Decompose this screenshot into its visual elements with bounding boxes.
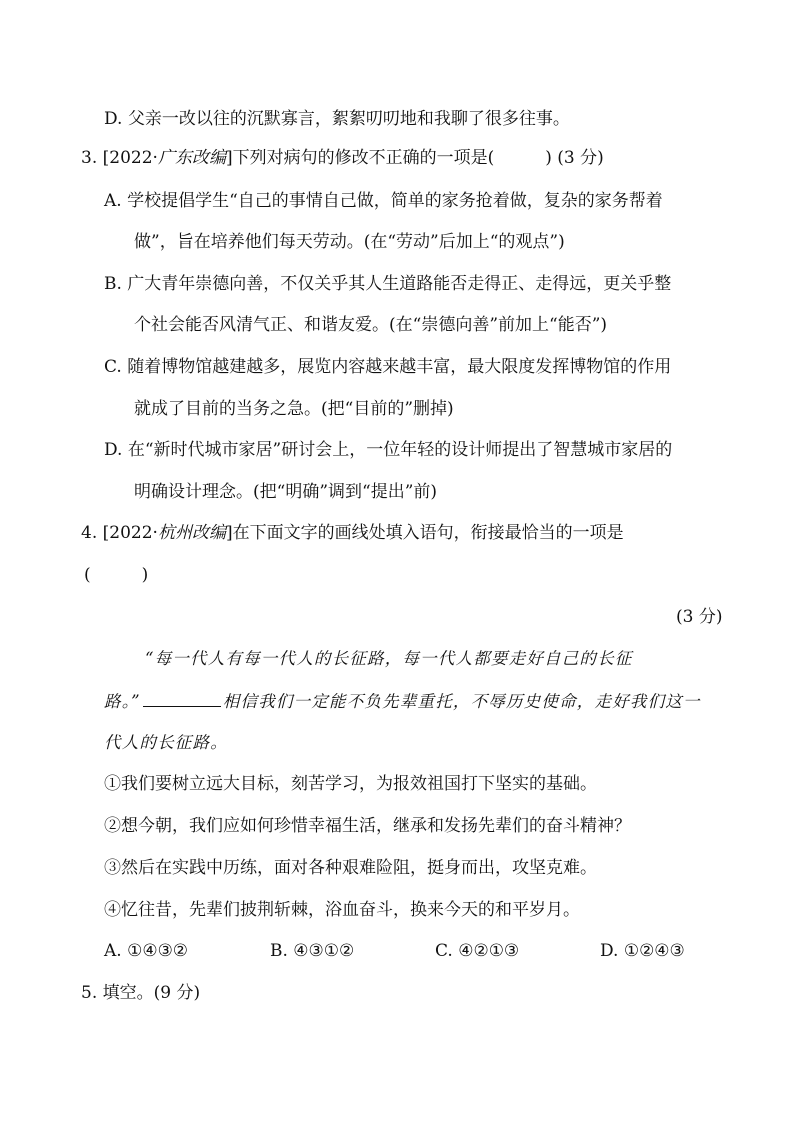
q3-header <box>81 146 604 170</box>
q3-source-suffix: ] <box>225 148 233 168</box>
q3-option-c-line1: C. 随着博物馆越建越多，展览内容越来越丰富，最大限度发挥博物馆的作用 <box>104 357 672 377</box>
q5-heading: 5. 填空。(9 分) <box>81 983 201 1003</box>
q4-passage-line3: 代人的长征路。 <box>104 733 228 752</box>
q3-source-prefix: [2022· <box>102 148 158 168</box>
q3-option-d-line2: 明确设计理念。(把“明确”调到“提出”前) <box>134 482 438 502</box>
q3-option-b-line1: B. 广大青年崇德向善，不仅关乎其人生道路能否走得正、走得远，更关乎整 <box>104 274 672 294</box>
q4-choice-a[interactable]: A. ①④③② <box>104 941 189 961</box>
q3-option-a-line1: A. 学校提倡学生“自己的事情自己做，简单的家务抢着做，复杂的家务帮着 <box>104 191 663 211</box>
q3-option-a-line2: 做”，旨在培养他们每天劳动。(在“劳动”后加上“的观点”) <box>134 232 565 252</box>
q3-option-c-line2: 就成了目前的当务之急。(把“目前的”删掉) <box>134 399 454 419</box>
q4-choice-c[interactable]: C. ④②①③ <box>435 941 520 961</box>
q3-option-b-line2: 个社会能否风清气正、和谐友爱。(在“崇德向善”前加上“能否”) <box>134 315 608 335</box>
q4-sentence-3: ③然后在实践中历练，面对各种艰难险阻，挺身而出，攻坚克难。 <box>104 858 597 878</box>
q4-passage-continuation: 相信我们一定能不负先辈重托，不辱历史使命，走好我们这一 <box>222 692 701 711</box>
q4-source-suffix: ] <box>225 523 233 543</box>
q4-choice-d[interactable]: D. ①②④③ <box>600 941 685 961</box>
q4-passage-line2 <box>104 689 701 714</box>
q3-source-place: 广东改编 <box>157 148 226 168</box>
q4-sentence-1: ①我们要树立远大目标，刻苦学习，为报效祖国打下坚实的基础。 <box>104 774 597 794</box>
q3-option-d-line1: D. 在“新时代城市家居”研讨会上，一位年轻的设计师提出了智慧城市家居的 <box>104 440 673 460</box>
q4-number: 4. <box>81 523 98 543</box>
q4-answer-paren: ( ) <box>84 565 149 585</box>
q4-sentence-4: ④忆往昔，先辈们披荆斩棘，浴血奋斗，换来今天的和平岁月。 <box>104 900 580 920</box>
q4-source-place: 杭州改编 <box>157 523 226 543</box>
q4-passage-line1: “每一代人有每一代人的长征路，每一代人都要走好自己的长征 <box>145 649 633 668</box>
q4-passage-quote-end: 路。” <box>104 692 141 711</box>
q4-sentence-2: ②想今朝，我们应如何珍惜幸福生活，继承和发扬先辈们的奋斗精神？ <box>104 816 631 836</box>
q4-score: (3 分) <box>676 607 723 627</box>
q3-number: 3. <box>81 148 98 168</box>
q4-source-prefix: [2022· <box>102 523 158 543</box>
q2-option-d: D. 父亲一改以往的沉默寡言，絮絮叨叨地和我聊了很多往事。 <box>104 109 570 129</box>
q4-header <box>81 521 624 545</box>
q3-stem: 下列对病句的修改不正确的一项是( ) (3 分) <box>232 148 604 168</box>
q4-stem: 在下面文字的画线处填入语句，衔接最恰当的一项是 <box>232 523 624 543</box>
q4-choice-b[interactable]: B. ④③①② <box>270 941 355 961</box>
q4-fill-blank[interactable] <box>143 689 221 707</box>
